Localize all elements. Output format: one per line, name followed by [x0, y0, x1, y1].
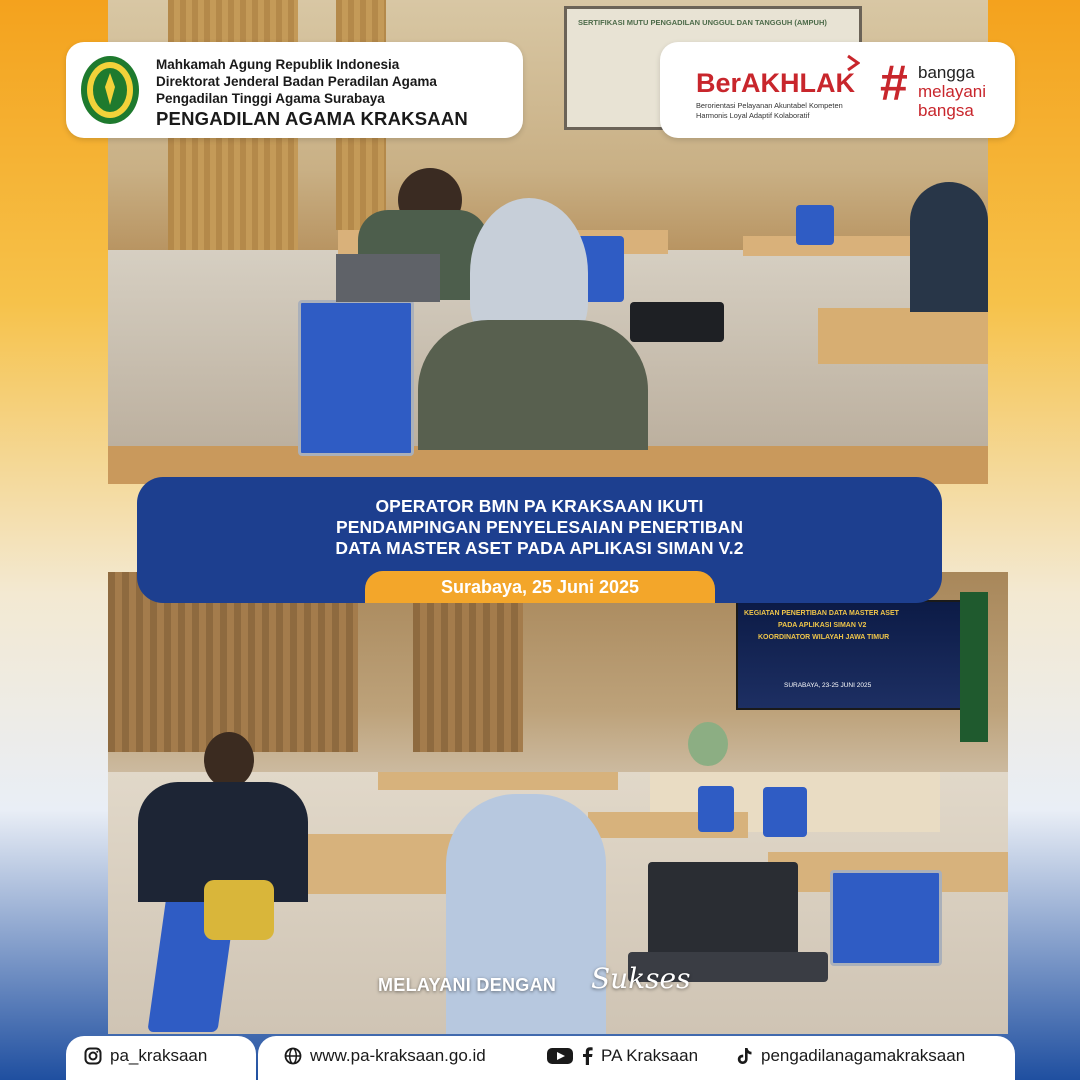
bangga-line-1: bangga: [918, 63, 975, 82]
bottom-photo: [108, 572, 1008, 1034]
top-photo-sign: SERTIFIKASI MUTU PENGADILAN UNGGUL DAN TANGGUH (AMPUH): [578, 18, 827, 27]
instagram-icon: [84, 1047, 102, 1065]
court-name: PENGADILAN AGAMA KRAKSAAN: [156, 108, 468, 129]
court-emblem-icon: [80, 55, 140, 125]
institution-header: [66, 42, 523, 138]
tiktok-handle: pengadilanagamakraksaan: [761, 1046, 966, 1065]
hashtag-icon: #: [880, 55, 908, 111]
title-line-2: PENDAMPINGAN PENYELESAIAN PENERTIBAN: [335, 517, 744, 537]
berakhlak-logo: BerAKHLAK: [696, 68, 856, 98]
website-url: www.pa-kraksaan.go.id: [310, 1046, 486, 1065]
youtube-icon: [547, 1047, 573, 1065]
screen-line-1: KEGIATAN PENERTIBAN DATA MASTER ASET: [744, 610, 899, 617]
berakhlak-values-1: Berorientasi Pelayanan Akuntabel Kompeten: [696, 101, 843, 110]
tiktok-icon: [735, 1047, 753, 1065]
facebook-name: PA Kraksaan: [601, 1046, 699, 1065]
date-label: Surabaya, 25 Juni 2025: [365, 571, 715, 603]
tiktok-link[interactable]: [735, 1046, 965, 1066]
title-line-3: DATA MASTER ASET PADA APLIKASI SIMAN V.2: [335, 538, 744, 558]
motto-script: Sukses: [591, 962, 691, 995]
institution-line-1: Mahkamah Agung Republik Indonesia: [156, 57, 400, 72]
website-link[interactable]: [284, 1046, 486, 1066]
institution-line-3: Pengadilan Tinggi Agama Surabaya: [156, 91, 385, 106]
branding-header: [660, 42, 1015, 138]
instagram-handle: pa_kraksaan: [110, 1046, 208, 1065]
chevron-icon: [846, 54, 860, 72]
bangga-line-3: bangsa: [918, 101, 974, 120]
globe-icon: [284, 1047, 302, 1065]
instagram-link[interactable]: [84, 1046, 207, 1066]
led-screen: [736, 600, 970, 710]
institution-line-2: Direktorat Jenderal Badan Peradilan Agama: [156, 74, 437, 89]
facebook-link[interactable]: [547, 1046, 698, 1066]
title-line-1: OPERATOR BMN PA KRAKSAAN IKUTI: [375, 496, 704, 516]
screen-line-2: PADA APLIKASI SIMAN V2: [778, 622, 867, 629]
screen-line-3: KOORDINATOR WILAYAH JAWA TIMUR: [758, 634, 890, 641]
motto-text: MELAYANI DENGAN: [378, 975, 557, 995]
bangga-line-2: melayani: [918, 82, 987, 101]
berakhlak-values-2: Harmonis Loyal Adaptif Kolaboratif: [696, 111, 810, 120]
facebook-icon: [581, 1047, 593, 1065]
screen-line-4: SURABAYA, 23-25 JUNI 2025: [784, 682, 872, 689]
